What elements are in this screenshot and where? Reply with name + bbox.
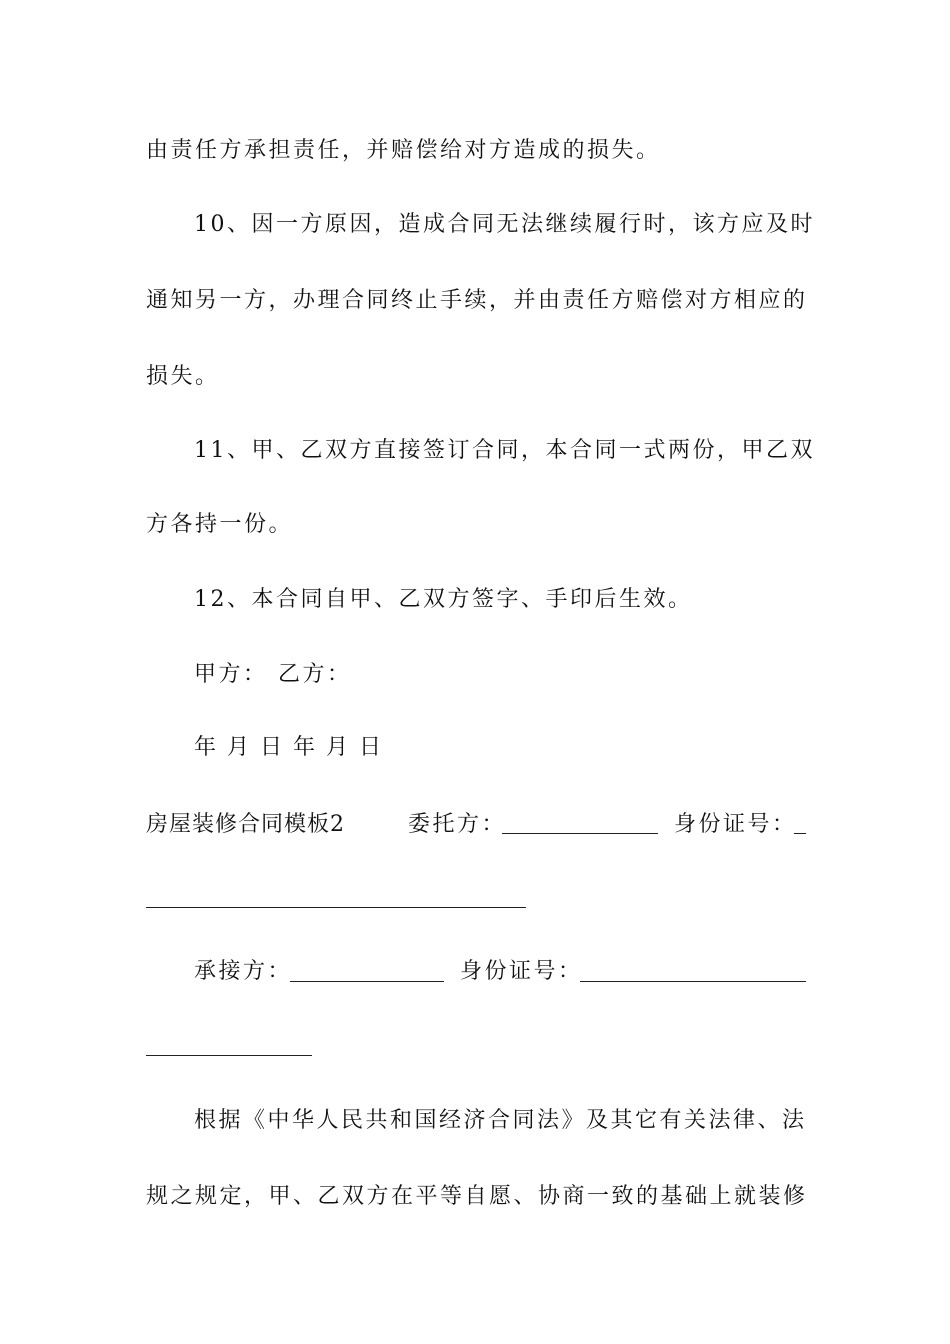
paragraph-10-line-2: 通知另一方，办理合同终止手续，并由责任方赔偿对方相应的 (146, 288, 808, 313)
basis-line-2: 规之规定，甲、乙双方在平等自愿、协商一致的基础上就装修 (146, 1184, 808, 1209)
template-2-title: 房屋装修合同模板2 (146, 812, 345, 837)
paragraph-11-line-1: 11、甲、乙双方直接签订合同，本合同一式两份，甲乙双 (194, 438, 815, 463)
id-number-blank-2 (580, 981, 806, 982)
client-blank (502, 833, 658, 834)
date-line: 年 月 日 年 月 日 (194, 735, 383, 760)
contractor-blank (290, 981, 444, 982)
id-number-label-2: 身份证号： (460, 959, 583, 984)
party-a-label: 甲方： (194, 662, 268, 687)
paragraph-12: 12、本合同自甲、乙双方签字、手印后生效。 (194, 587, 693, 612)
id-number-blank-1-continued (146, 907, 526, 908)
id-number-blank-1-start (794, 833, 806, 834)
paragraph-9-end: 由责任方承担责任，并赔偿给对方造成的损失。 (146, 138, 661, 163)
basis-line-1: 根据《中华人民共和国经济合同法》及其它有关法律、法 (194, 1108, 807, 1133)
paragraph-11-line-2: 方各持一份。 (146, 512, 294, 537)
client-label: 委托方： (408, 812, 507, 837)
contractor-label: 承接方： (194, 959, 293, 984)
party-b-label: 乙方： (278, 662, 352, 687)
id-number-label-1: 身份证号： (674, 812, 797, 837)
paragraph-10-line-1: 10、因一方原因，造成合同无法继续履行时，该方应及时 (194, 212, 815, 237)
paragraph-10-line-3: 损失。 (146, 364, 220, 389)
id-number-blank-2-continued (146, 1055, 312, 1056)
